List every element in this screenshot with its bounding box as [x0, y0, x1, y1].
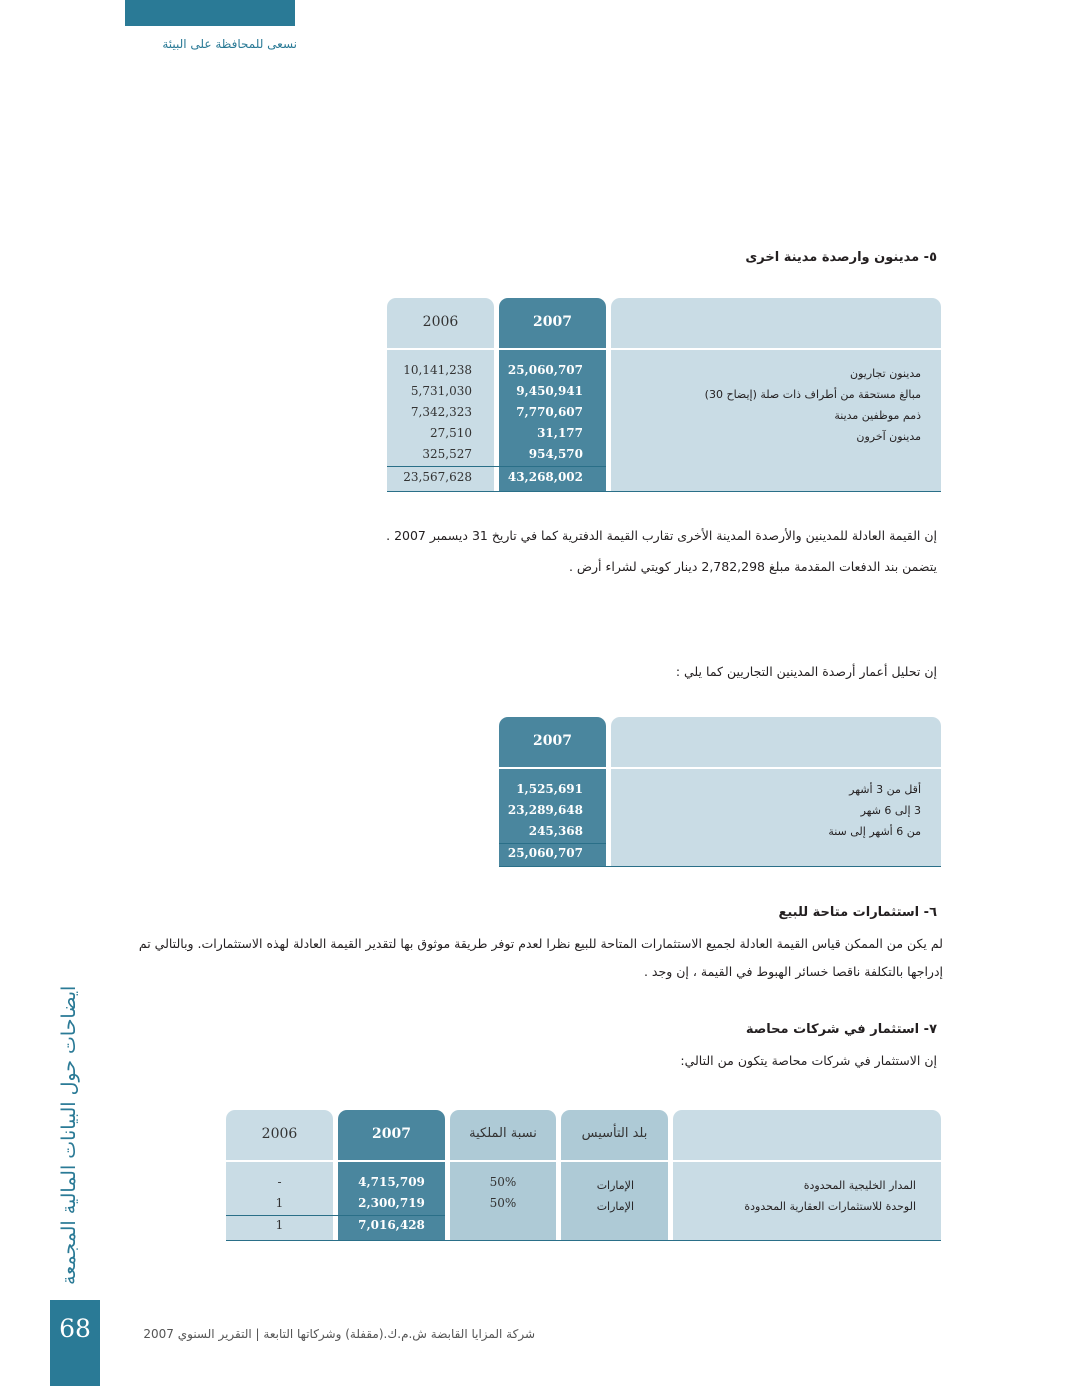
receivables-label: ذمم موظفين مدينة: [834, 409, 921, 422]
aging-label: من 6 أشهر إلى سنة: [828, 825, 921, 838]
jv-label-header: [673, 1110, 941, 1160]
section6-line-2: إدراجها بالتكلفة ناقصا خسائر الهبوط في القيمة ، إن وجد .: [643, 964, 943, 979]
jv-col-2007-header: 2007: [338, 1110, 445, 1160]
section7-intro: إن الاستثمار في شركات محاصة يتكون من التالي:: [680, 1053, 937, 1068]
value-cell: 1,525,691: [516, 782, 583, 796]
jv-names: [680, 1175, 916, 1217]
jv-total-2007: 7,016,428: [358, 1218, 425, 1232]
aging-label: أقل من 3 أشهر: [849, 783, 921, 796]
jv-country: الإمارات: [596, 1200, 634, 1213]
receivables-total-2007: 43,268,002: [507, 470, 583, 484]
jv-values-2007: [338, 1172, 445, 1214]
value-cell: 954,570: [528, 447, 583, 461]
table-bottom-rule: [226, 1240, 941, 1241]
value-cell: 2,300,719: [358, 1196, 425, 1210]
value-cell: 23,289,648: [507, 803, 583, 817]
receivables-col-2007-header: 2007: [499, 298, 606, 348]
jv-ownerships: [450, 1172, 556, 1214]
aging-label-header: [611, 717, 941, 767]
value-cell: 31,177: [537, 426, 583, 440]
value-cell: 25,060,707: [507, 363, 583, 377]
receivables-values-2007: [505, 360, 583, 465]
value-cell: 1: [275, 1196, 284, 1210]
header-tagline: نسعى للمحافظة على البيئة: [162, 37, 297, 51]
section7-heading: ٧- استثمار في شركات محاصة: [745, 1022, 937, 1037]
section5-paragraph-1: إن القيمة العادلة للمدينين والأرصدة المدينة الأخرى تقارب القيمة الدفترية كما في تاريخ 31 ديسمبر 2007 .: [386, 528, 937, 543]
receivables-labels: [625, 363, 921, 447]
aging-labels: [625, 779, 921, 842]
jv-values-2006: [226, 1172, 333, 1214]
jv-col-country-header: بلد التأسيس: [561, 1110, 668, 1160]
section6-line-1: لم يكن من الممكن قياس القيمة العادلة لجميع الاستثمارات المتاحة للبيع نظرا لعدم توفر طريقة موثوق بها لتقدير القيمة العادلة لهذه الاستثمارات. وبالتالي تم: [138, 936, 943, 951]
section6-heading: ٦- استثمارات متاحة للبيع: [778, 905, 937, 920]
value-cell: 5,731,030: [410, 384, 472, 398]
value-cell: 27,510: [430, 426, 472, 440]
jv-col-ownership-header: نسبة الملكية: [450, 1110, 556, 1160]
receivables-col-2006-header: 2006: [387, 298, 494, 348]
aging-intro: إن تحليل أعمار أرصدة المدينين التجاريين كما يلي :: [675, 664, 937, 679]
aging-label: 3 إلى 6 شهر: [860, 804, 921, 817]
receivables-label: مدينون آخرون: [856, 430, 921, 443]
aging-col-2007-header: 2007: [499, 717, 606, 767]
footer-text: شركة المزايا القابضة ش.م.ك.(مقفلة) وشركاتها التابعة | التقرير السنوي 2007: [143, 1327, 535, 1341]
value-cell: 7,770,607: [516, 405, 583, 419]
receivables-label: مدينون تجاريون: [850, 367, 921, 380]
value-cell: 7,342,323: [410, 405, 472, 419]
page-number: 68: [50, 1300, 100, 1386]
table-bottom-rule: [499, 866, 941, 867]
value-cell: 245,368: [528, 824, 583, 838]
jv-col-2006-header: 2006: [226, 1110, 333, 1160]
jv-total-2006: 1: [275, 1218, 284, 1232]
jv-name: المدار الخليجية المحدودة: [803, 1179, 916, 1192]
value-cell: -: [277, 1175, 282, 1189]
section5-paragraph-2: يتضمن بند الدفعات المقدمة مبلغ 2,782,298 دينار كويتي لشراء أرض .: [568, 559, 937, 574]
value-cell: 9,450,941: [516, 384, 583, 398]
receivables-label: مبالغ مستحقة من أطراف ذات صلة (إيضاح 30): [704, 388, 921, 401]
jv-country: الإمارات: [596, 1179, 634, 1192]
receivables-values-2006: [390, 360, 472, 465]
table-bottom-rule: [387, 491, 941, 492]
value-cell: 10,141,238: [403, 363, 472, 377]
value-cell: 4,715,709: [358, 1175, 425, 1189]
aging-total-2007: 25,060,707: [507, 846, 583, 860]
jv-ownership: 50%: [489, 1175, 517, 1189]
top-accent-bar: [125, 0, 295, 26]
jv-ownership: 50%: [489, 1196, 517, 1210]
side-section-title: ايضاحات حول البيانات المالية المجمعة: [58, 985, 80, 1285]
section5-heading: ٥- مدينون وارصدة مدينة اخرى: [745, 250, 937, 265]
value-cell: 325,527: [422, 447, 472, 461]
receivables-total-2006: 23,567,628: [403, 470, 472, 484]
jv-name: الوحدة للاستثمارات العقارية المحدودة: [744, 1200, 916, 1213]
receivables-label-header: [611, 298, 941, 348]
jv-countries: [561, 1175, 634, 1217]
aging-values-2007: [505, 779, 583, 842]
